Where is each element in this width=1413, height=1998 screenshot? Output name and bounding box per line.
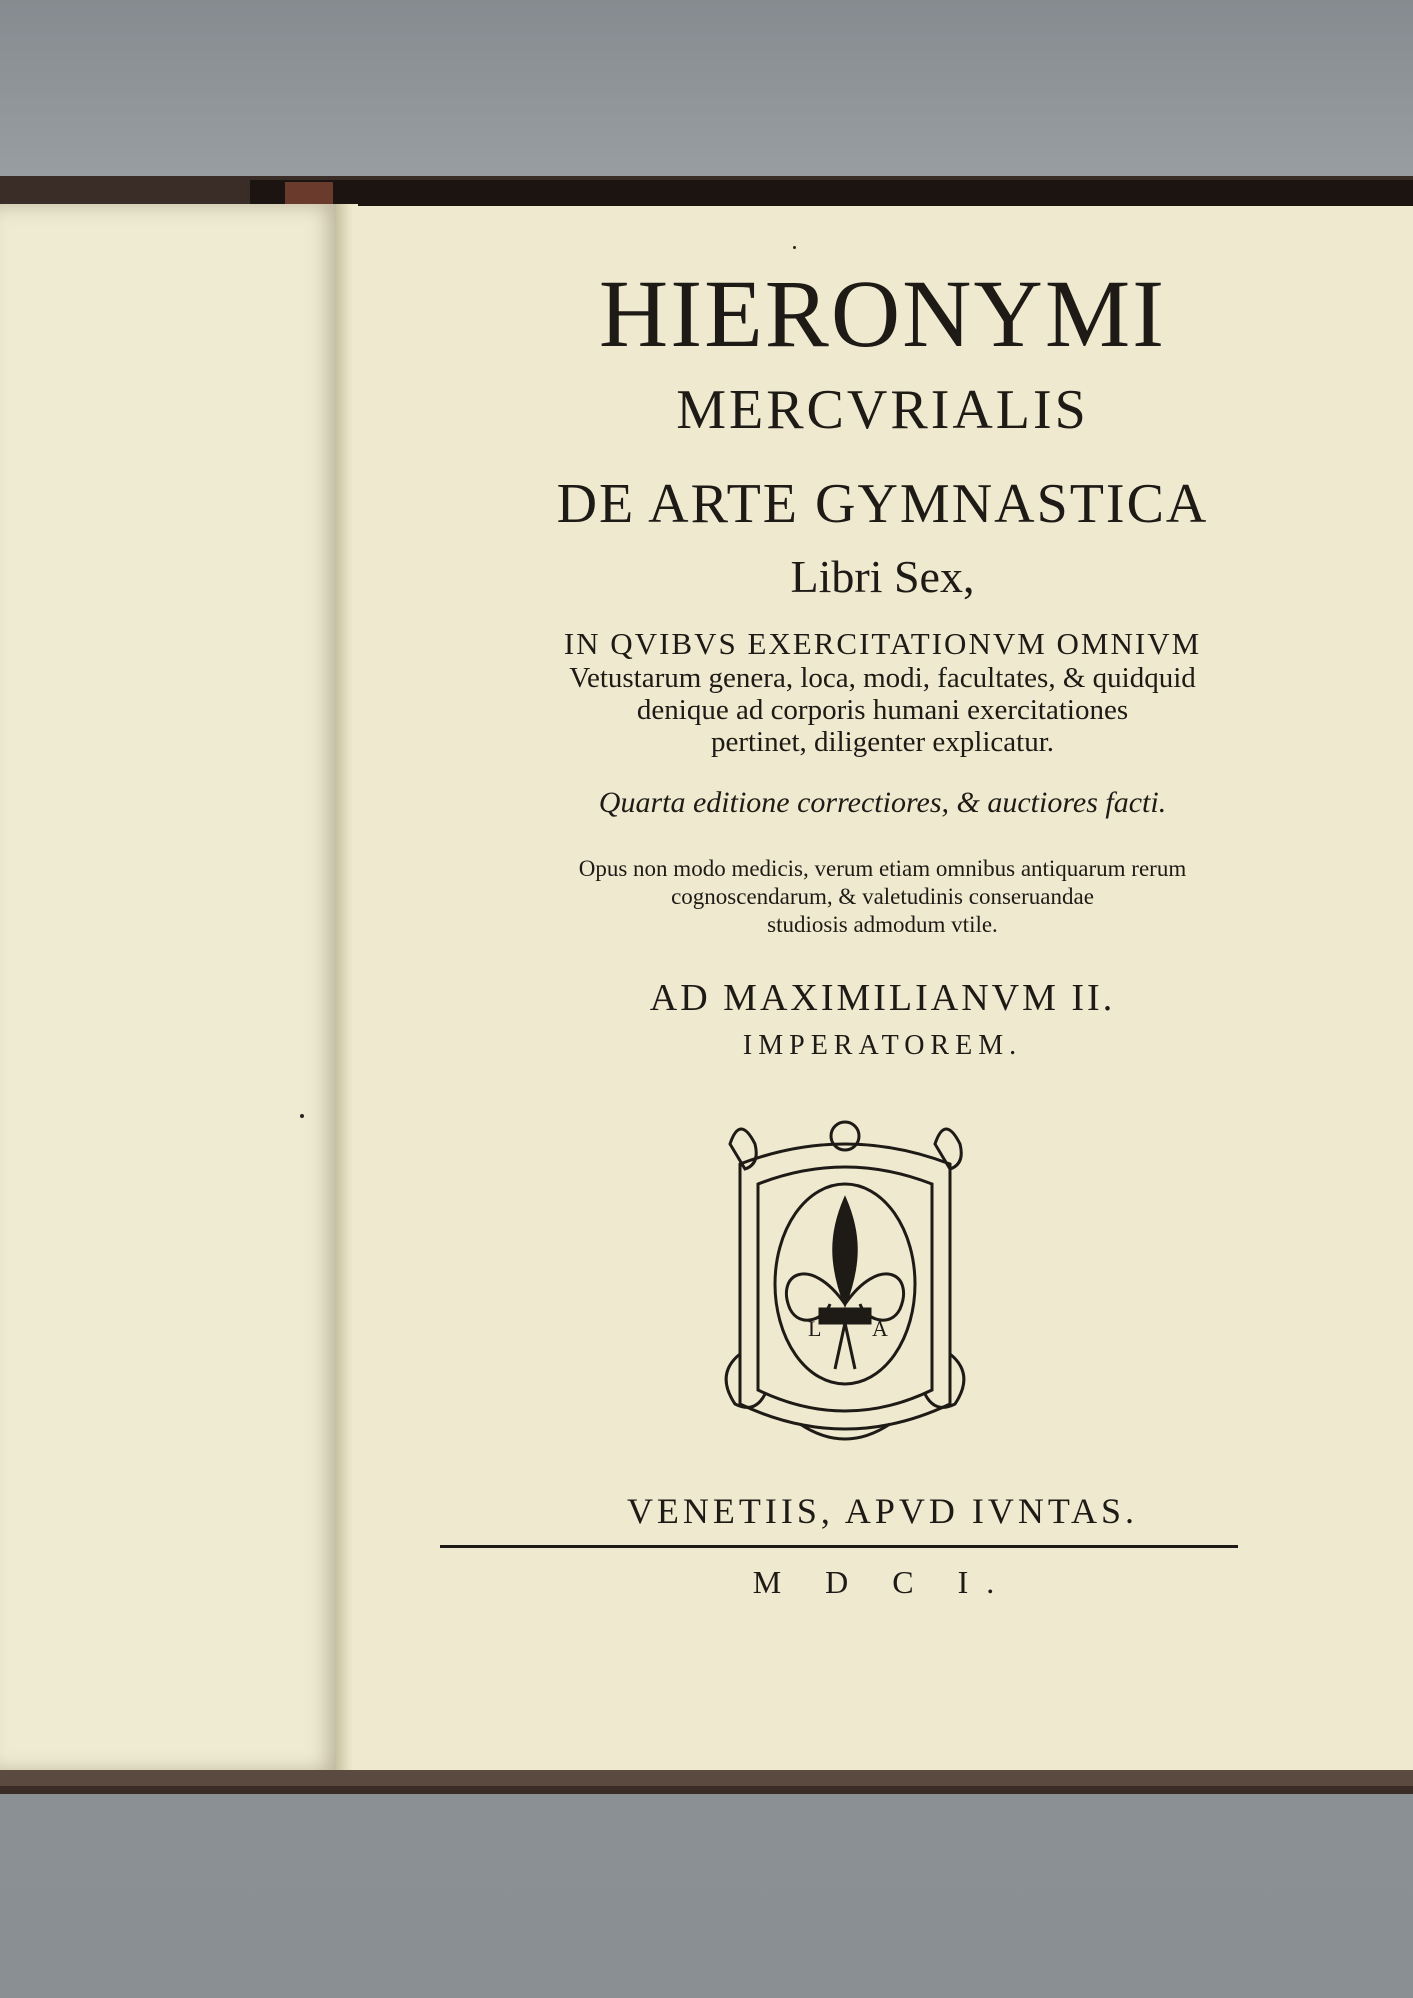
- left-endpaper: [0, 204, 342, 1772]
- opus-line: cognoscendarum, & valetudinis conseruandae: [671, 884, 1094, 909]
- author-name: MERCVRIALIS: [676, 379, 1089, 441]
- opus-line: Opus non modo medicis, verum etiam omnibus antiquarum rerum: [578, 856, 1187, 881]
- work-title: DE ARTE GYMNASTICA: [556, 473, 1209, 535]
- publication-year: M D C I.: [752, 1564, 1013, 1600]
- dedication-line: AD MAXIMILIANVM II.: [649, 977, 1116, 1019]
- subtitle-line: denique ad corporis humani exercitationes: [636, 694, 1129, 726]
- opus-line: studiosis admodum vtile.: [767, 912, 998, 937]
- emblem-initial-a: A: [872, 1316, 888, 1341]
- dedication-line: IMPERATOREM.: [742, 1030, 1023, 1061]
- spine-headband: [285, 182, 333, 206]
- imprint-line: VENETIIS, APVD IVNTAS.: [626, 1491, 1139, 1531]
- subtitle-line: IN QVIBVS EXERCITATIONVM OMNIVM: [563, 626, 1202, 661]
- paper-speck: [300, 1114, 304, 1118]
- printer-mark-emblem: [700, 1104, 990, 1464]
- subtitle-line: Vetustarum genera, loca, modi, facultates, & quidquid: [569, 662, 1196, 694]
- emblem-initial-l: L: [808, 1316, 822, 1341]
- imprint-rule: [440, 1545, 1238, 1548]
- title-heading: HIERONYMI: [598, 260, 1167, 367]
- paper-speck: [793, 246, 796, 249]
- cover-top-edge: [250, 180, 1413, 206]
- books-count: Libri Sex,: [790, 551, 975, 602]
- subtitle-line: pertinet, diligenter explicatur.: [710, 726, 1055, 758]
- edition-note: Quarta editione correctiores, & auctiores facti.: [598, 786, 1167, 819]
- cover-bottom-edge: [0, 1770, 1413, 1786]
